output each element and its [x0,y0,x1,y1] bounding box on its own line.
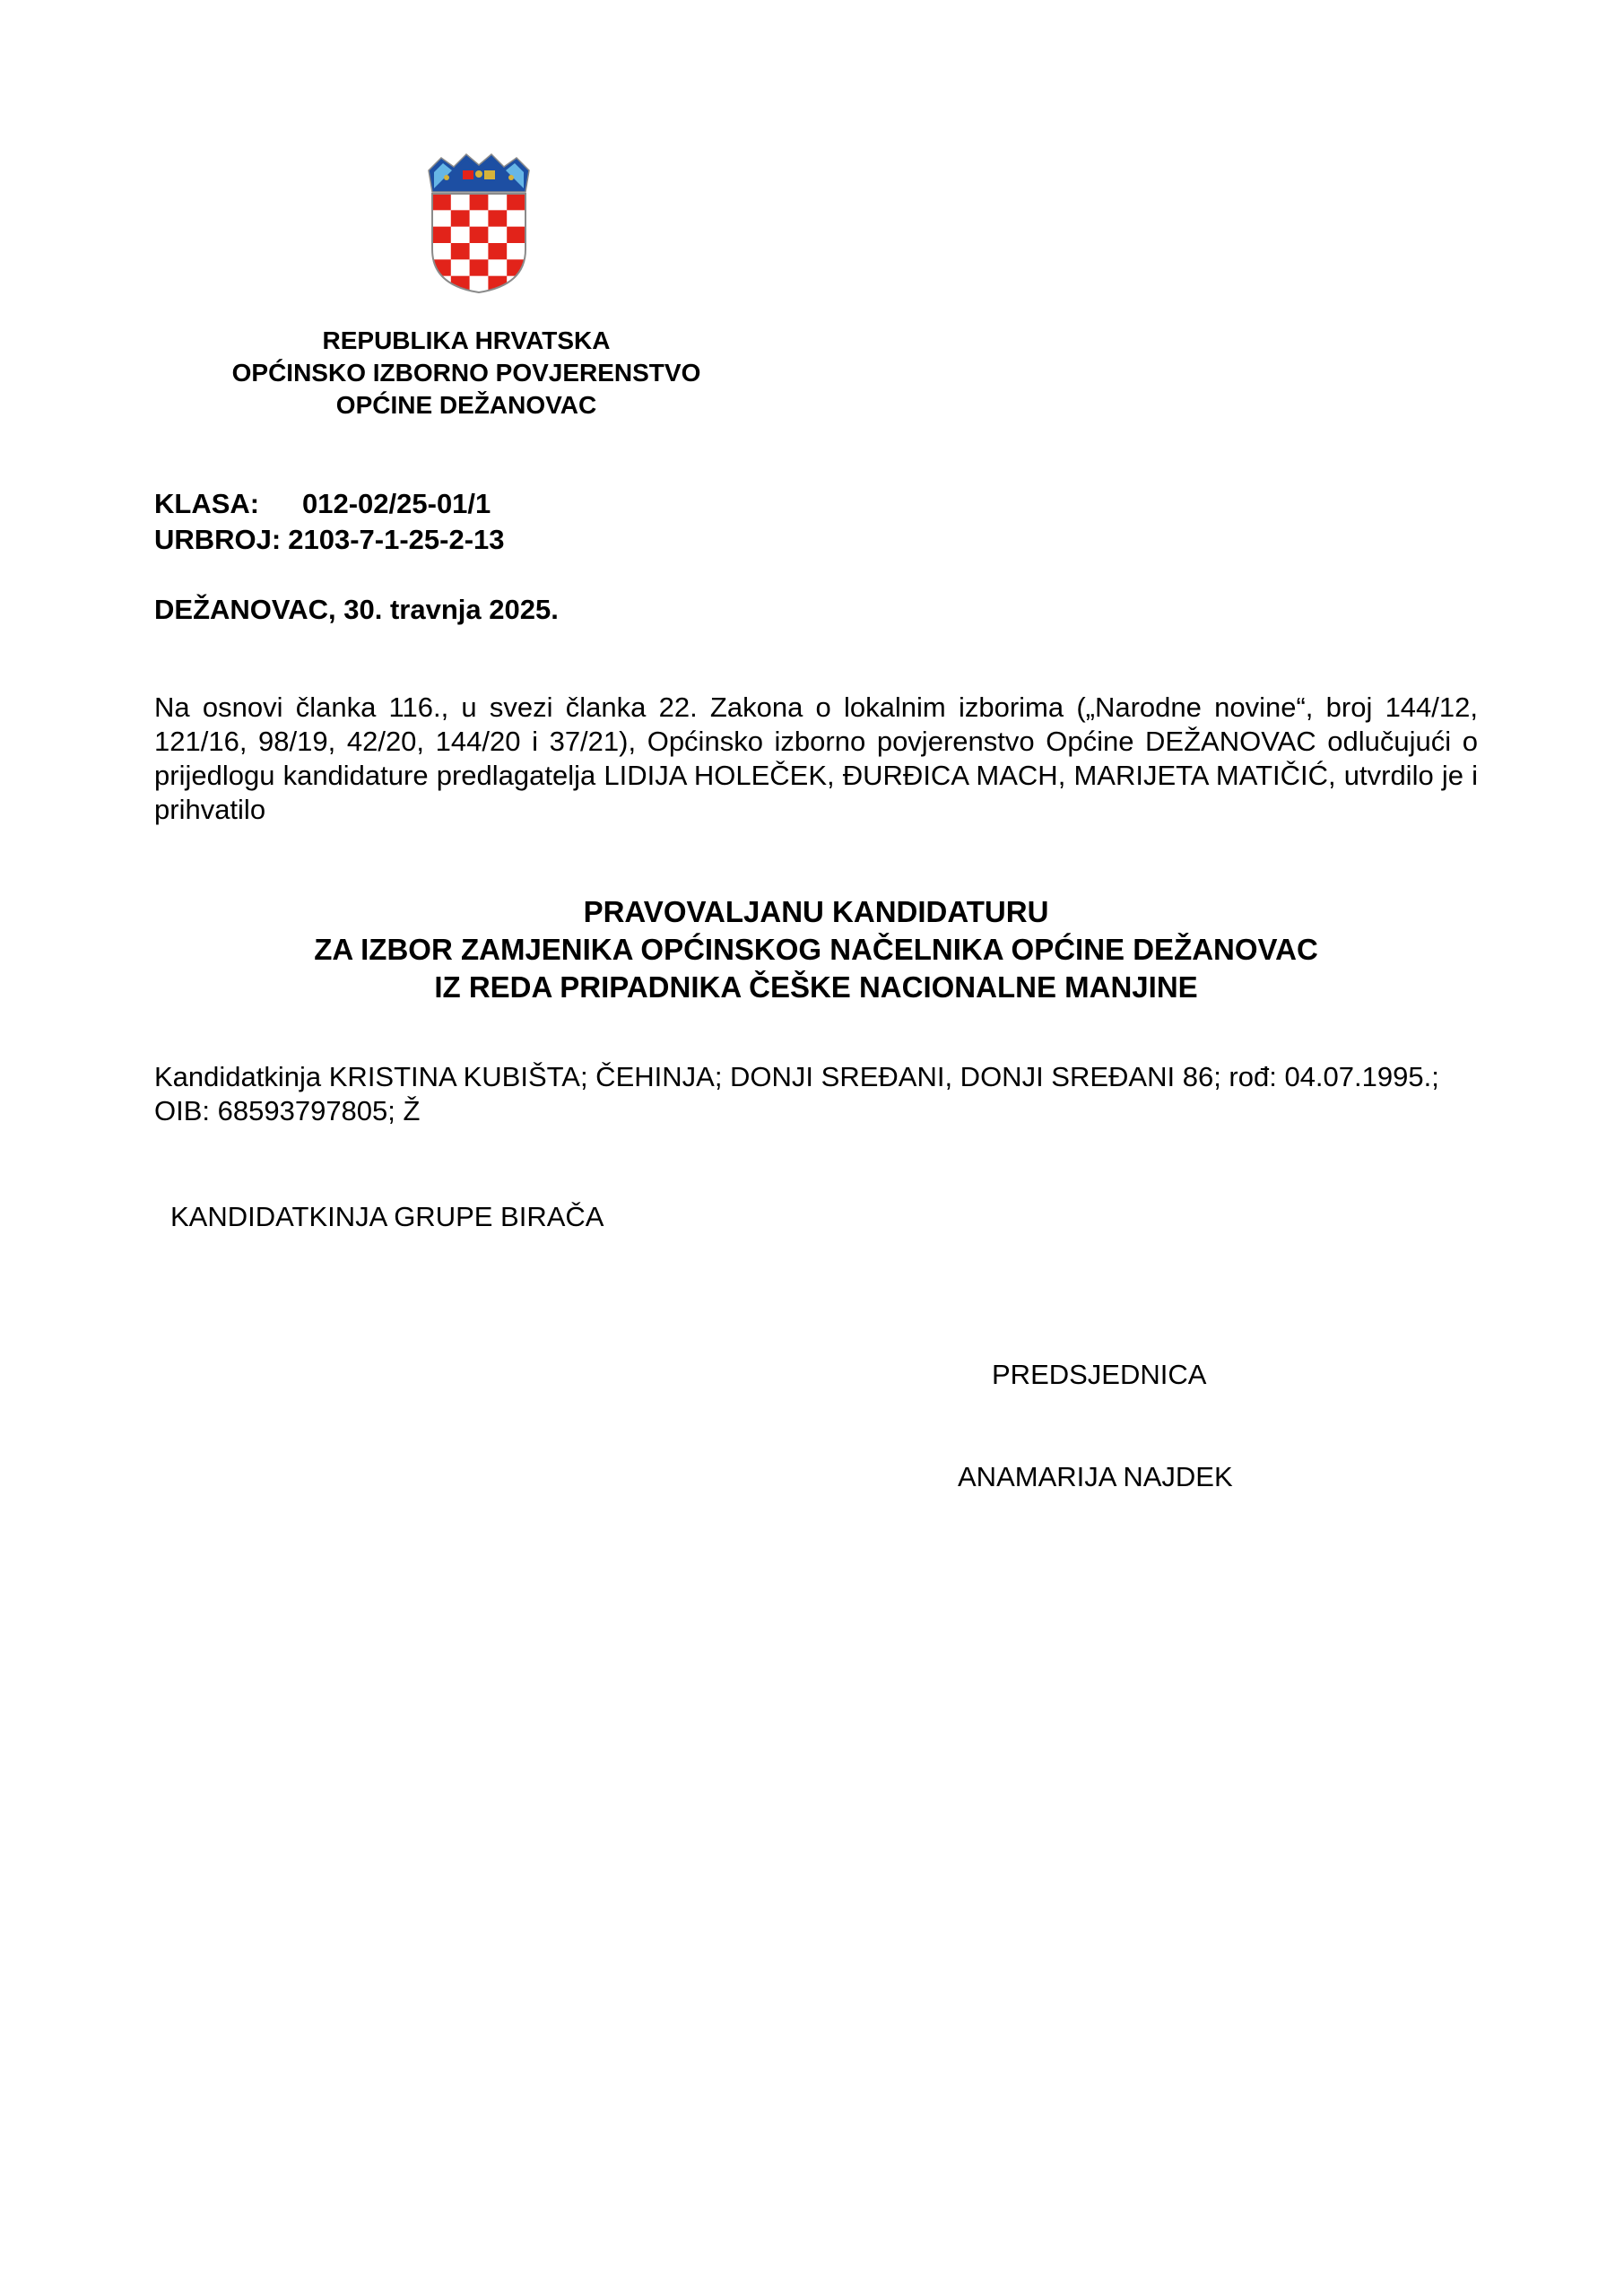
shield-square [432,227,451,244]
shield-square [488,243,507,260]
shield-square [432,276,451,293]
crown-icon [429,154,529,192]
klasa-line [154,486,491,522]
shield-square [488,194,507,211]
checkerboard-shield [432,194,526,293]
shield-square [451,259,470,276]
shield-square [432,194,451,211]
shield-square [432,210,451,227]
klasa-label: KLASA: [154,488,260,519]
decision-title-line-2: ZA IZBOR ZAMJENIKA OPĆINSKOG NAČELNIKA OPĆINE DEŽANOVAC [314,933,1318,966]
shield-square [451,210,470,227]
decision-title [154,893,1478,1006]
issuer-header [135,325,798,422]
klasa-value: 012-02/25-01/1 [302,488,491,519]
shield-square [507,243,525,260]
shield-square [451,194,470,211]
shield-square [470,194,489,211]
shield-square [470,243,489,260]
shield-square [470,227,489,244]
shield-square [432,243,451,260]
signature-name: ANAMARIJA NAJDEK [958,1461,1233,1492]
shield-square [488,227,507,244]
shield-square [507,194,525,211]
place-date: DEŽANOVAC, 30. travnja 2025. [154,594,559,625]
coat-of-arms-icon [420,151,538,294]
shield-square [507,276,525,293]
shield-square [507,210,525,227]
header-line-commission: OPĆINSKO IZBORNO POVJERENSTVO [231,359,701,387]
urbroj-label: URBROJ: [154,524,282,555]
urbroj-line [154,522,505,558]
shield-square [432,259,451,276]
shield-square [488,259,507,276]
shield-square [451,227,470,244]
shield-square [470,259,489,276]
header-line-country: REPUBLIKA HRVATSKA [322,326,611,354]
decision-title-line-3: IZ REDA PRIPADNIKA ČEŠKE NACIONALNE MANJINE [434,970,1198,1004]
header-line-municipality: OPĆINE DEŽANOVAC [335,391,597,419]
shield-square [470,210,489,227]
urbroj-value: 2103-7-1-25-2-13 [288,524,505,555]
candidate-group: KANDIDATKINJA GRUPE BIRAČA [170,1201,604,1232]
decision-title-line-1: PRAVOVALJANU KANDIDATURU [583,895,1049,928]
shield-square [451,243,470,260]
candidate-details: Kandidatkinja KRISTINA KUBIŠTA; ČEHINJA; DONJI SREĐANI, DONJI SREĐANI 86; rođ: 04.07.1995.; OIB: 68593797805; Ž [154,1061,1439,1126]
shield-square [488,210,507,227]
shield-square [507,227,525,244]
signature-title: PREDSJEDNICA [992,1359,1207,1390]
intro-paragraph: Na osnovi članka 116., u svezi članka 22. Zakona o lokalnim izborima („Narodne novine“, broj 144/12, 121/16, 98/19, 42/20, 144/20 i 37/21), Općinsko izborno povjerenstvo Općine DEŽANOVAC odlučujući o prijedlogu kandidature predlagatelja LIDIJA HOLEČEK, ĐURĐICA MACH, MARIJETA MATIČIĆ, utvrdilo je i prihvatilo [154,691,1478,825]
